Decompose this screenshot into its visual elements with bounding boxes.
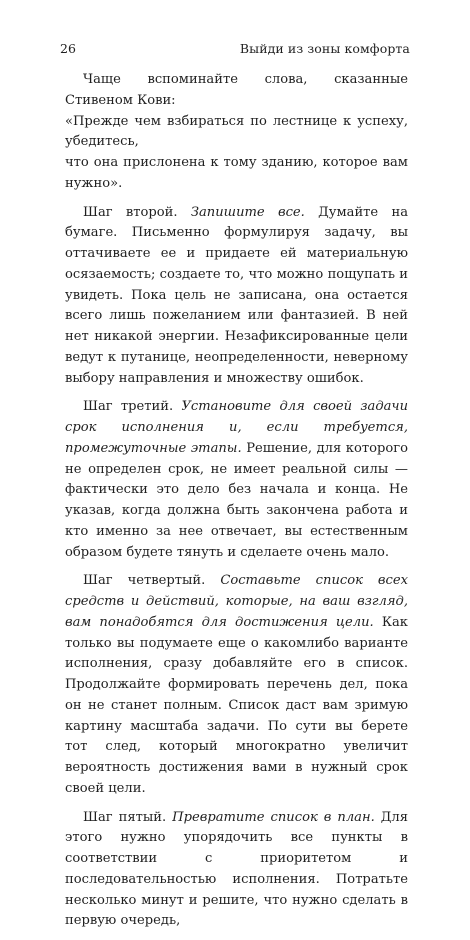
step-lead: Шаг пятый.	[83, 809, 173, 825]
step-lead: Шаг второй.	[83, 204, 191, 220]
paragraph-2	[65, 203, 408, 390]
step-emphasis: Составьте список всех средств и действий, которые, на ваш взгляд, вам понадобятся для достижения цели.	[65, 573, 408, 630]
step-lead: Шаг третий.	[83, 399, 182, 415]
running-title: Выйди из зоны комфорта	[239, 41, 410, 56]
step-emphasis: Запишите все.	[190, 204, 305, 220]
quote-line: «Прежде чем взбираться по лестнице к успеху, убедитесь,	[65, 113, 408, 150]
quote-line: что она прислонена к тому зданию, которое вам нужно».	[65, 155, 408, 191]
body-text	[65, 70, 408, 940]
step-emphasis: Превратите список в план.	[172, 809, 375, 825]
step-text: Для этого нужно упорядочить все пункты в соответствии с приоритетом и последовательностью исполнения. Потратьте несколько минут и решите, что нужно сделать в первую очередь,	[65, 809, 408, 929]
step-emphasis: Установите для своей задачи срок исполнения и, если требуется, промежуточные этапы.	[65, 399, 409, 456]
paragraph-3	[65, 397, 408, 563]
page-number: 26	[60, 41, 77, 56]
quote-line: Чаще вспоминайте слова, сказанные Стивеном Кови:	[65, 72, 408, 108]
page-header	[60, 41, 410, 56]
paragraph-5	[65, 808, 408, 933]
step-lead: Шаг четвертый.	[83, 573, 221, 589]
step-text: Решение, для которого не определен срок, не имеет реальной силы — фактически это дело без начала и конца. Не указав, когда должна быть закончена работа и кто именно за нее отвечает, вы естественным образом будете тянуть и сделаете очень мало.	[65, 440, 408, 560]
step-text: Думайте на бумаге. Письменно формулируя задачу, вы оттачиваете ее и придаете ей материальную осязаемость; создаете то, что можно пощупать и увидеть. Пока цель не записана, она остается всего лишь пожеланием или фантазией. В ней нет никакой энергии. Незафиксированные цели ведут к путанице, неопределенности, неверному выбору направления и множеству ошибок.	[65, 204, 408, 386]
step-text: Как только вы подумаете еще о какомлибо варианте исполнения, сразу добавляйте его в список. Продолжайте формировать перечень дел, пока он не станет полным. Список даст вам зримую картину масштаба задачи. По сути вы берете тот след, который многократно увеличит вероятность достижения вами в нужный срок своей цели.	[65, 614, 408, 796]
paragraph-4	[65, 571, 408, 799]
paragraph-1	[65, 70, 408, 195]
